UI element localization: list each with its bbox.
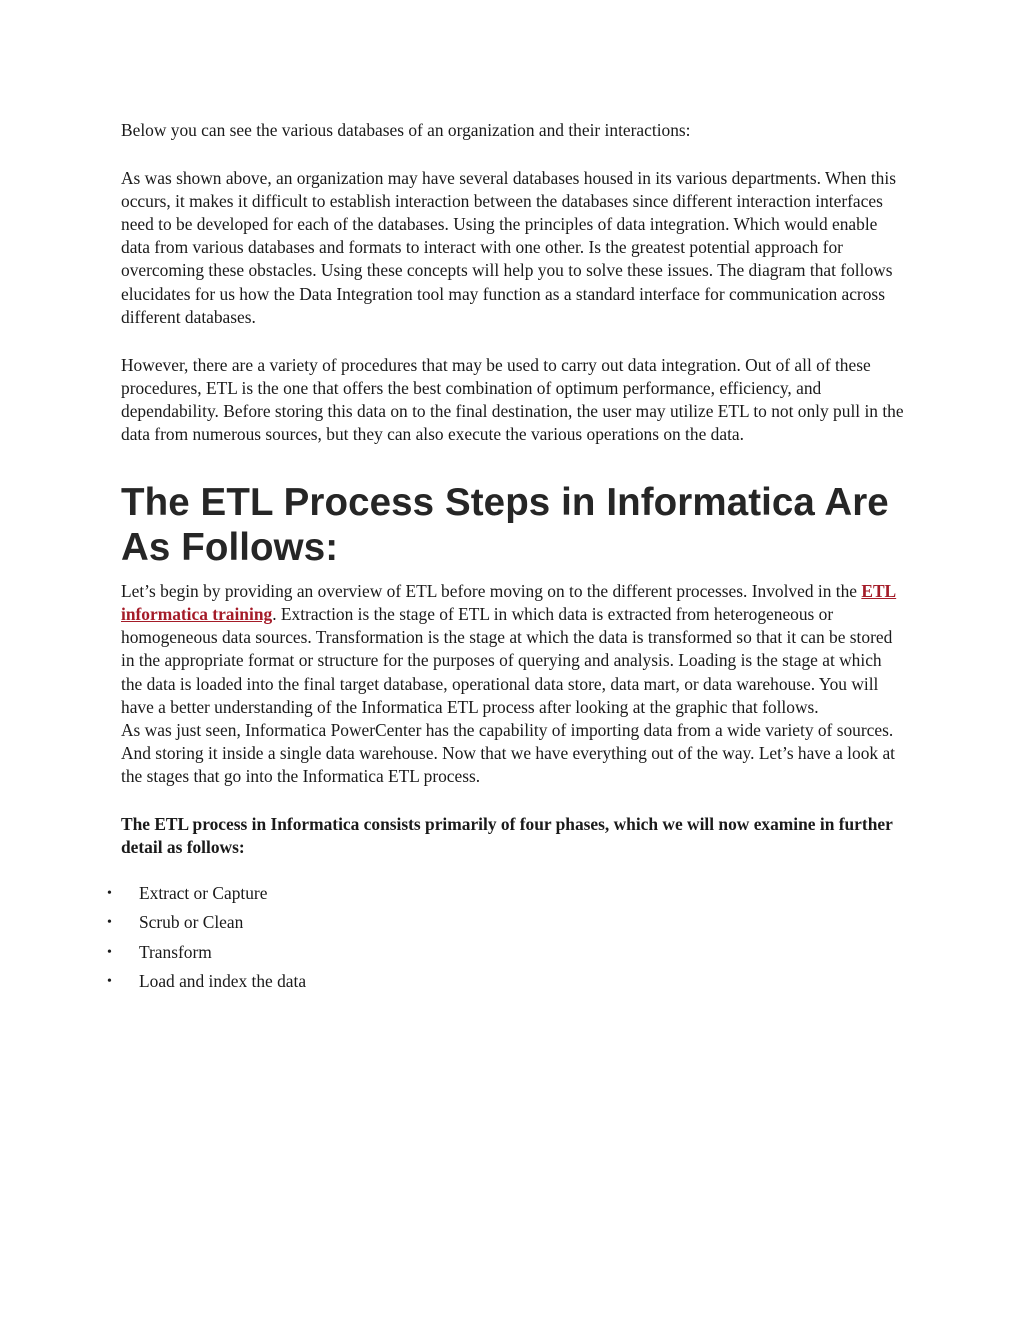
bullet-icon: • — [107, 944, 112, 960]
etl-overview-text-start: Let’s begin by providing an overview of ETL before moving on to the different processes. Involved in the — [121, 581, 862, 602]
intro-paragraph: Below you can see the various databases of an organization and their interactions: — [121, 120, 691, 140]
list-item — [107, 911, 893, 940]
list-item-label: Extract or Capture — [139, 883, 268, 904]
bullet-icon: • — [107, 974, 112, 990]
list-item-label: Scrub or Clean — [139, 912, 244, 933]
list-item — [107, 941, 893, 970]
list-item-label: Transform — [139, 941, 212, 962]
phases-intro-paragraph: The ETL process in Informatica consists primarily of four phases, which we will now examine in further detail as follows: — [121, 813, 893, 858]
etl-overview-paragraph — [121, 580, 907, 719]
bullet-icon: • — [107, 886, 112, 902]
integration-paragraph: As was shown above, an organization may have several databases housed in its various departments. When this occurs, it makes it difficult to establish interaction between the databases since different interaction interfaces need to be developed for each of the databases. Using the principles of data integration. Which would enable data from various databases and formats to interact with one other. Is the greatest potential approach for overcoming these obstacles. Using these concepts will help you to solve these issues. The diagram that follows elucidates for us how the Data Integration tool may function as a standard interface for communication across different databases. — [121, 168, 896, 327]
document-page — [107, 119, 907, 999]
list-item — [107, 970, 893, 999]
list-item-label: Load and index the data — [139, 971, 307, 992]
etl-training-link[interactable]: ETL informatica training — [121, 581, 897, 625]
list-item — [107, 882, 893, 911]
bullet-icon: • — [107, 915, 112, 931]
procedures-paragraph: However, there are a variety of procedures that may be used to carry out data integration. Out of all of these procedures, ETL is the one that offers the best combination of optimum performance, efficiency, and dependability. Before storing this data on to the final destination, the user may utilize ETL to not only pull in the data from numerous sources, but they can also execute the various operations on the data. — [121, 354, 904, 445]
etl-overview-text-end: . Extraction is the stage of ETL in which data is extracted from heterogeneous or homogeneous data sources. Transformation is the stage at which the data is transformed so that it can be stored in the appropriate format or structure for the purposes of querying and analysis. Loading is the stage at which the data is loaded into the final target database, operational data store, data mart, or data warehouse. You will have a better understanding of the Informatica ETL process after looking at the graphic that follows. — [121, 604, 893, 717]
powercenter-paragraph: As was just seen, Informatica PowerCenter has the capability of importing data from a wide variety of sources. And storing it inside a single data warehouse. Now that we have everything out of the way. Let’s have a look at the stages that go into the Informatica ETL process. — [121, 719, 895, 786]
phases-list — [107, 882, 893, 999]
section-heading: The ETL Process Steps in Informatica Are As Follows: — [121, 481, 889, 570]
